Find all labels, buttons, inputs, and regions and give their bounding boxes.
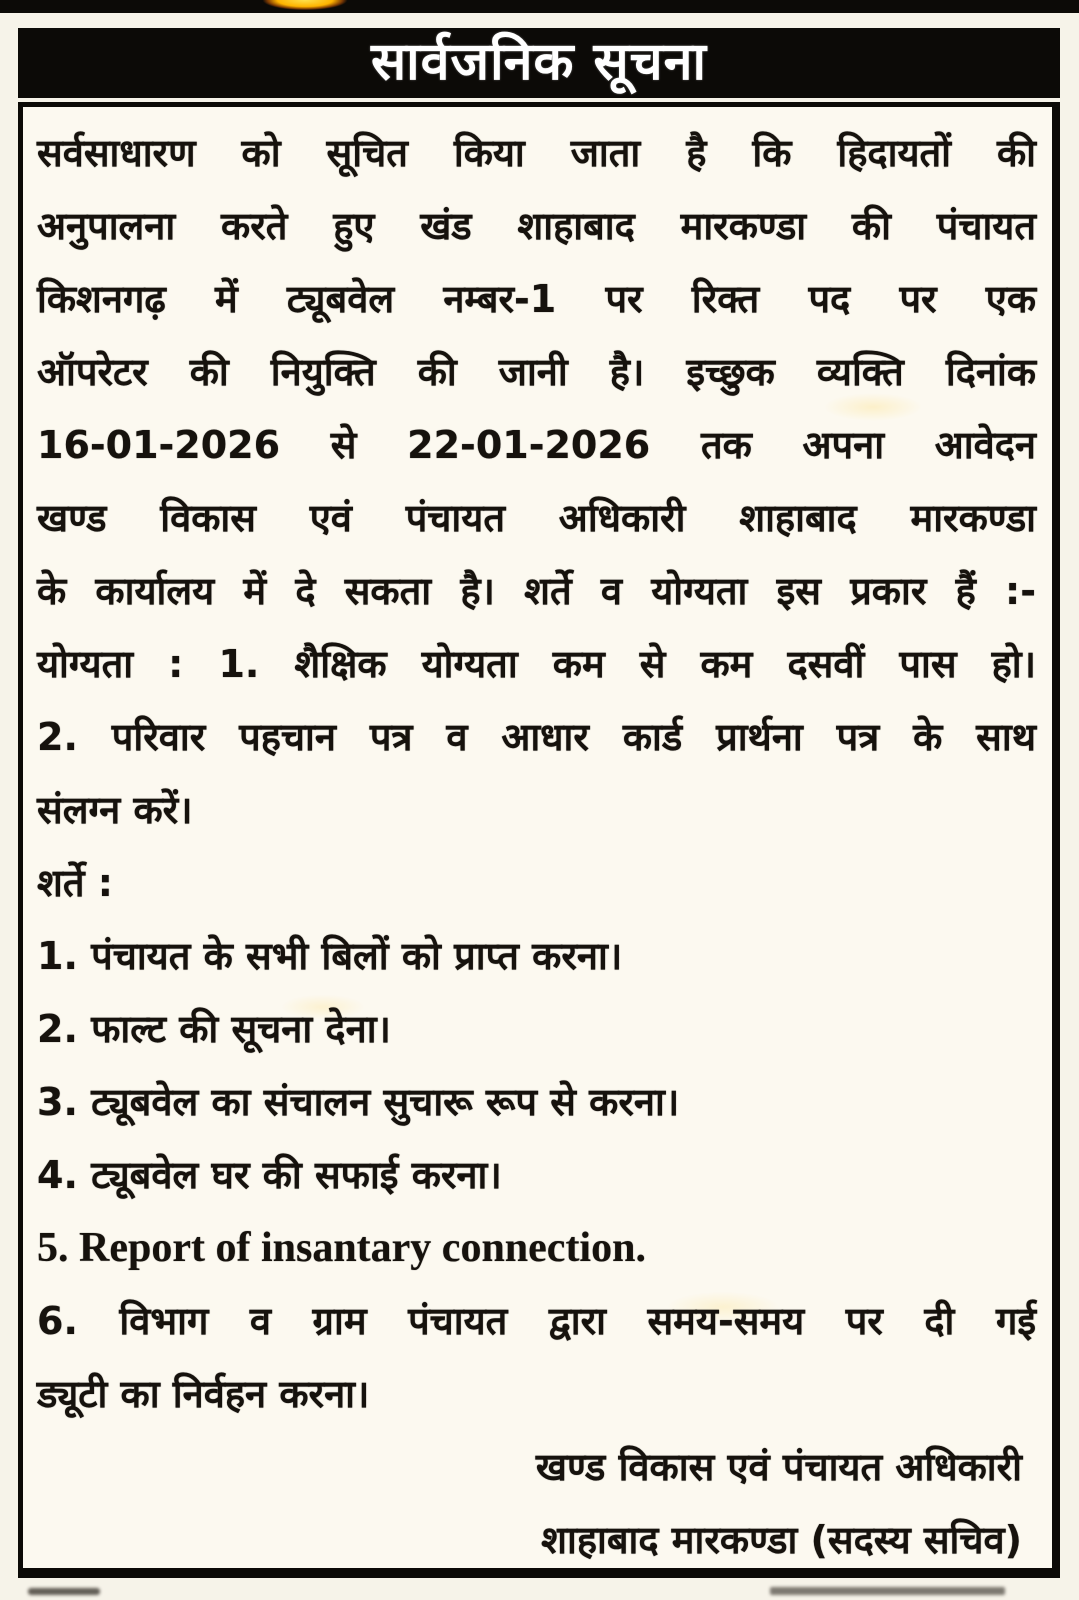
notice-line-condition-3: 3. ट्यूबवेल का संचालन सुचारू रूप से करना।	[37, 1080, 680, 1124]
notice-line-condition-1: 1. पंचायत के सभी बिलों को प्राप्त करना।	[37, 934, 623, 978]
print-smudge-left	[28, 1588, 100, 1595]
notice-line: किशनगढ़ में ट्यूबवेल नम्बर-1 पर रिक्त पद पर एक	[37, 277, 1036, 321]
notice-title: सार्वजनिक सूचना	[18, 28, 1060, 98]
notice-line-qualification: योग्यता : 1. शैक्षिक योग्यता कम से कम दसवीं पास हो।	[37, 642, 1036, 686]
notice-line: ड्यूटी का निर्वहन करना।	[37, 1372, 370, 1416]
highlighter-stain	[255, 0, 355, 12]
signature-office: शाहाबाद मारकण्डा (सदस्य सचिव)	[541, 1518, 1022, 1562]
top-black-rule	[0, 0, 1079, 13]
print-smudge-right	[770, 1587, 1005, 1595]
public-notice	[18, 28, 1060, 1578]
notice-line-condition-4: 4. ट्यूबवेल घर की सफाई करना।	[37, 1153, 502, 1197]
notice-line: ऑपरेटर की नियुक्ति की जानी है। इच्छुक व्यक्ति दिनांक	[37, 350, 1036, 394]
signature-designation: खण्ड विकास एवं पंचायत अधिकारी	[535, 1445, 1022, 1489]
notice-line-condition-6: 6. विभाग व ग्राम पंचायत द्वारा समय-समय पर दी गई	[37, 1299, 1036, 1343]
notice-line: संलग्न करें।	[37, 788, 193, 832]
notice-line: अनुपालना करते हुए खंड शाहाबाद मारकण्डा की पंचायत	[37, 204, 1036, 248]
notice-line: 2. परिवार पहचान पत्र व आधार कार्ड प्रार्थना पत्र के साथ	[37, 715, 1036, 759]
notice-line-condition-5: 5. Report of insantary connection.	[37, 1225, 646, 1271]
notice-line-condition-2: 2. फाल्ट की सूचना देना।	[37, 1007, 391, 1051]
notice-line: 16-01-2026 से 22-01-2026 तक अपना आवेदन	[37, 423, 1036, 467]
notice-line: खण्ड विकास एवं पंचायत अधिकारी शाहाबाद मारकण्डा	[37, 496, 1036, 540]
notice-body-frame	[18, 102, 1060, 1578]
notice-line: सर्वसाधारण को सूचित किया जाता है कि हिदायतों की	[37, 131, 1036, 175]
notice-line-conditions-heading: शर्ते :	[37, 861, 113, 905]
notice-line: के कार्यालय में दे सकता है। शर्ते व योग्यता इस प्रकार हैं :-	[37, 569, 1036, 613]
